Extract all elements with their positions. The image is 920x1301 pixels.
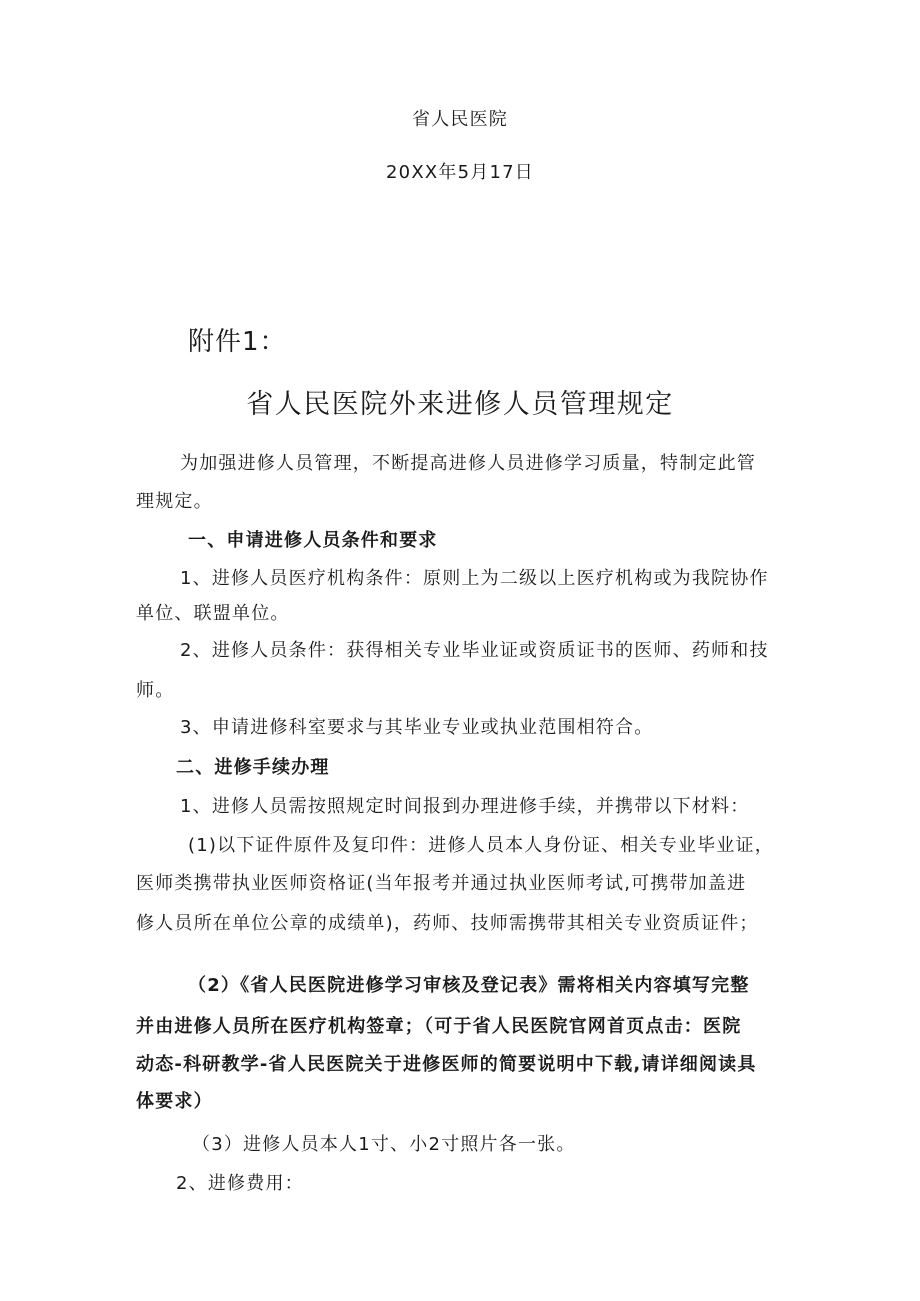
clause-1-2-line-2: 师。 — [136, 680, 175, 701]
signature-date: 20XX年5月17日 — [386, 162, 534, 183]
section-heading-2: 二、进修手续办理 — [176, 757, 330, 778]
clause-1-1-line-2: 单位、联盟单位。 — [136, 603, 290, 624]
material-1-line-2: 医师类携带执业医师资格证(当年报考并通过执业医师考试,可携带加盖进 — [136, 873, 747, 894]
material-2-line-1: （2）《省人民医院进修学习审核及登记表》需将相关内容填写完整 — [188, 975, 750, 996]
signature-org: 省人民医院 — [412, 109, 508, 130]
intro-paragraph-line-2: 理规定。 — [136, 491, 213, 512]
material-1-line-1: (1)以下证件原件及复印件：进修人员本人身份证、相关专业毕业证， — [188, 835, 774, 856]
material-2-line-2: 并由进修人员所在医疗机构签章；（可于省人民医院官网首页点击：医院 — [136, 1016, 742, 1037]
document-title: 省人民医院外来进修人员管理规定 — [246, 389, 674, 420]
section-heading-1: 一、申请进修人员条件和要求 — [188, 530, 438, 551]
clause-2-2: 2、进修费用： — [176, 1173, 304, 1194]
intro-paragraph-line-1: 为加强进修人员管理，不断提高进修人员进修学习质量，特制定此管 — [180, 453, 756, 474]
clause-2-1: 1、进修人员需按照规定时间报到办理进修手续，并携带以下材料： — [180, 796, 750, 817]
material-3: （3）进修人员本人1寸、小2寸照片各一张。 — [192, 1134, 576, 1155]
material-2-line-4: 体要求） — [136, 1091, 213, 1112]
clause-1-2-line-1: 2、进修人员条件：获得相关专业毕业证或资质证书的医师、药师和技 — [180, 640, 769, 661]
material-2-line-3: 动态-科研教学-省人民医院关于进修医师的简要说明中下载,请详细阅读具 — [136, 1054, 757, 1075]
clause-1-1-line-1: 1、进修人员医疗机构条件：原则上为二级以上医疗机构或为我院协作 — [180, 568, 769, 589]
annex-label: 附件1： — [188, 327, 287, 357]
material-1-line-3: 修人员所在单位公章的成绩单)，药师、技师需携带其相关专业资质证件； — [136, 913, 759, 934]
clause-1-3: 3、申请进修科室要求与其毕业专业或执业范围相符合。 — [180, 717, 654, 738]
